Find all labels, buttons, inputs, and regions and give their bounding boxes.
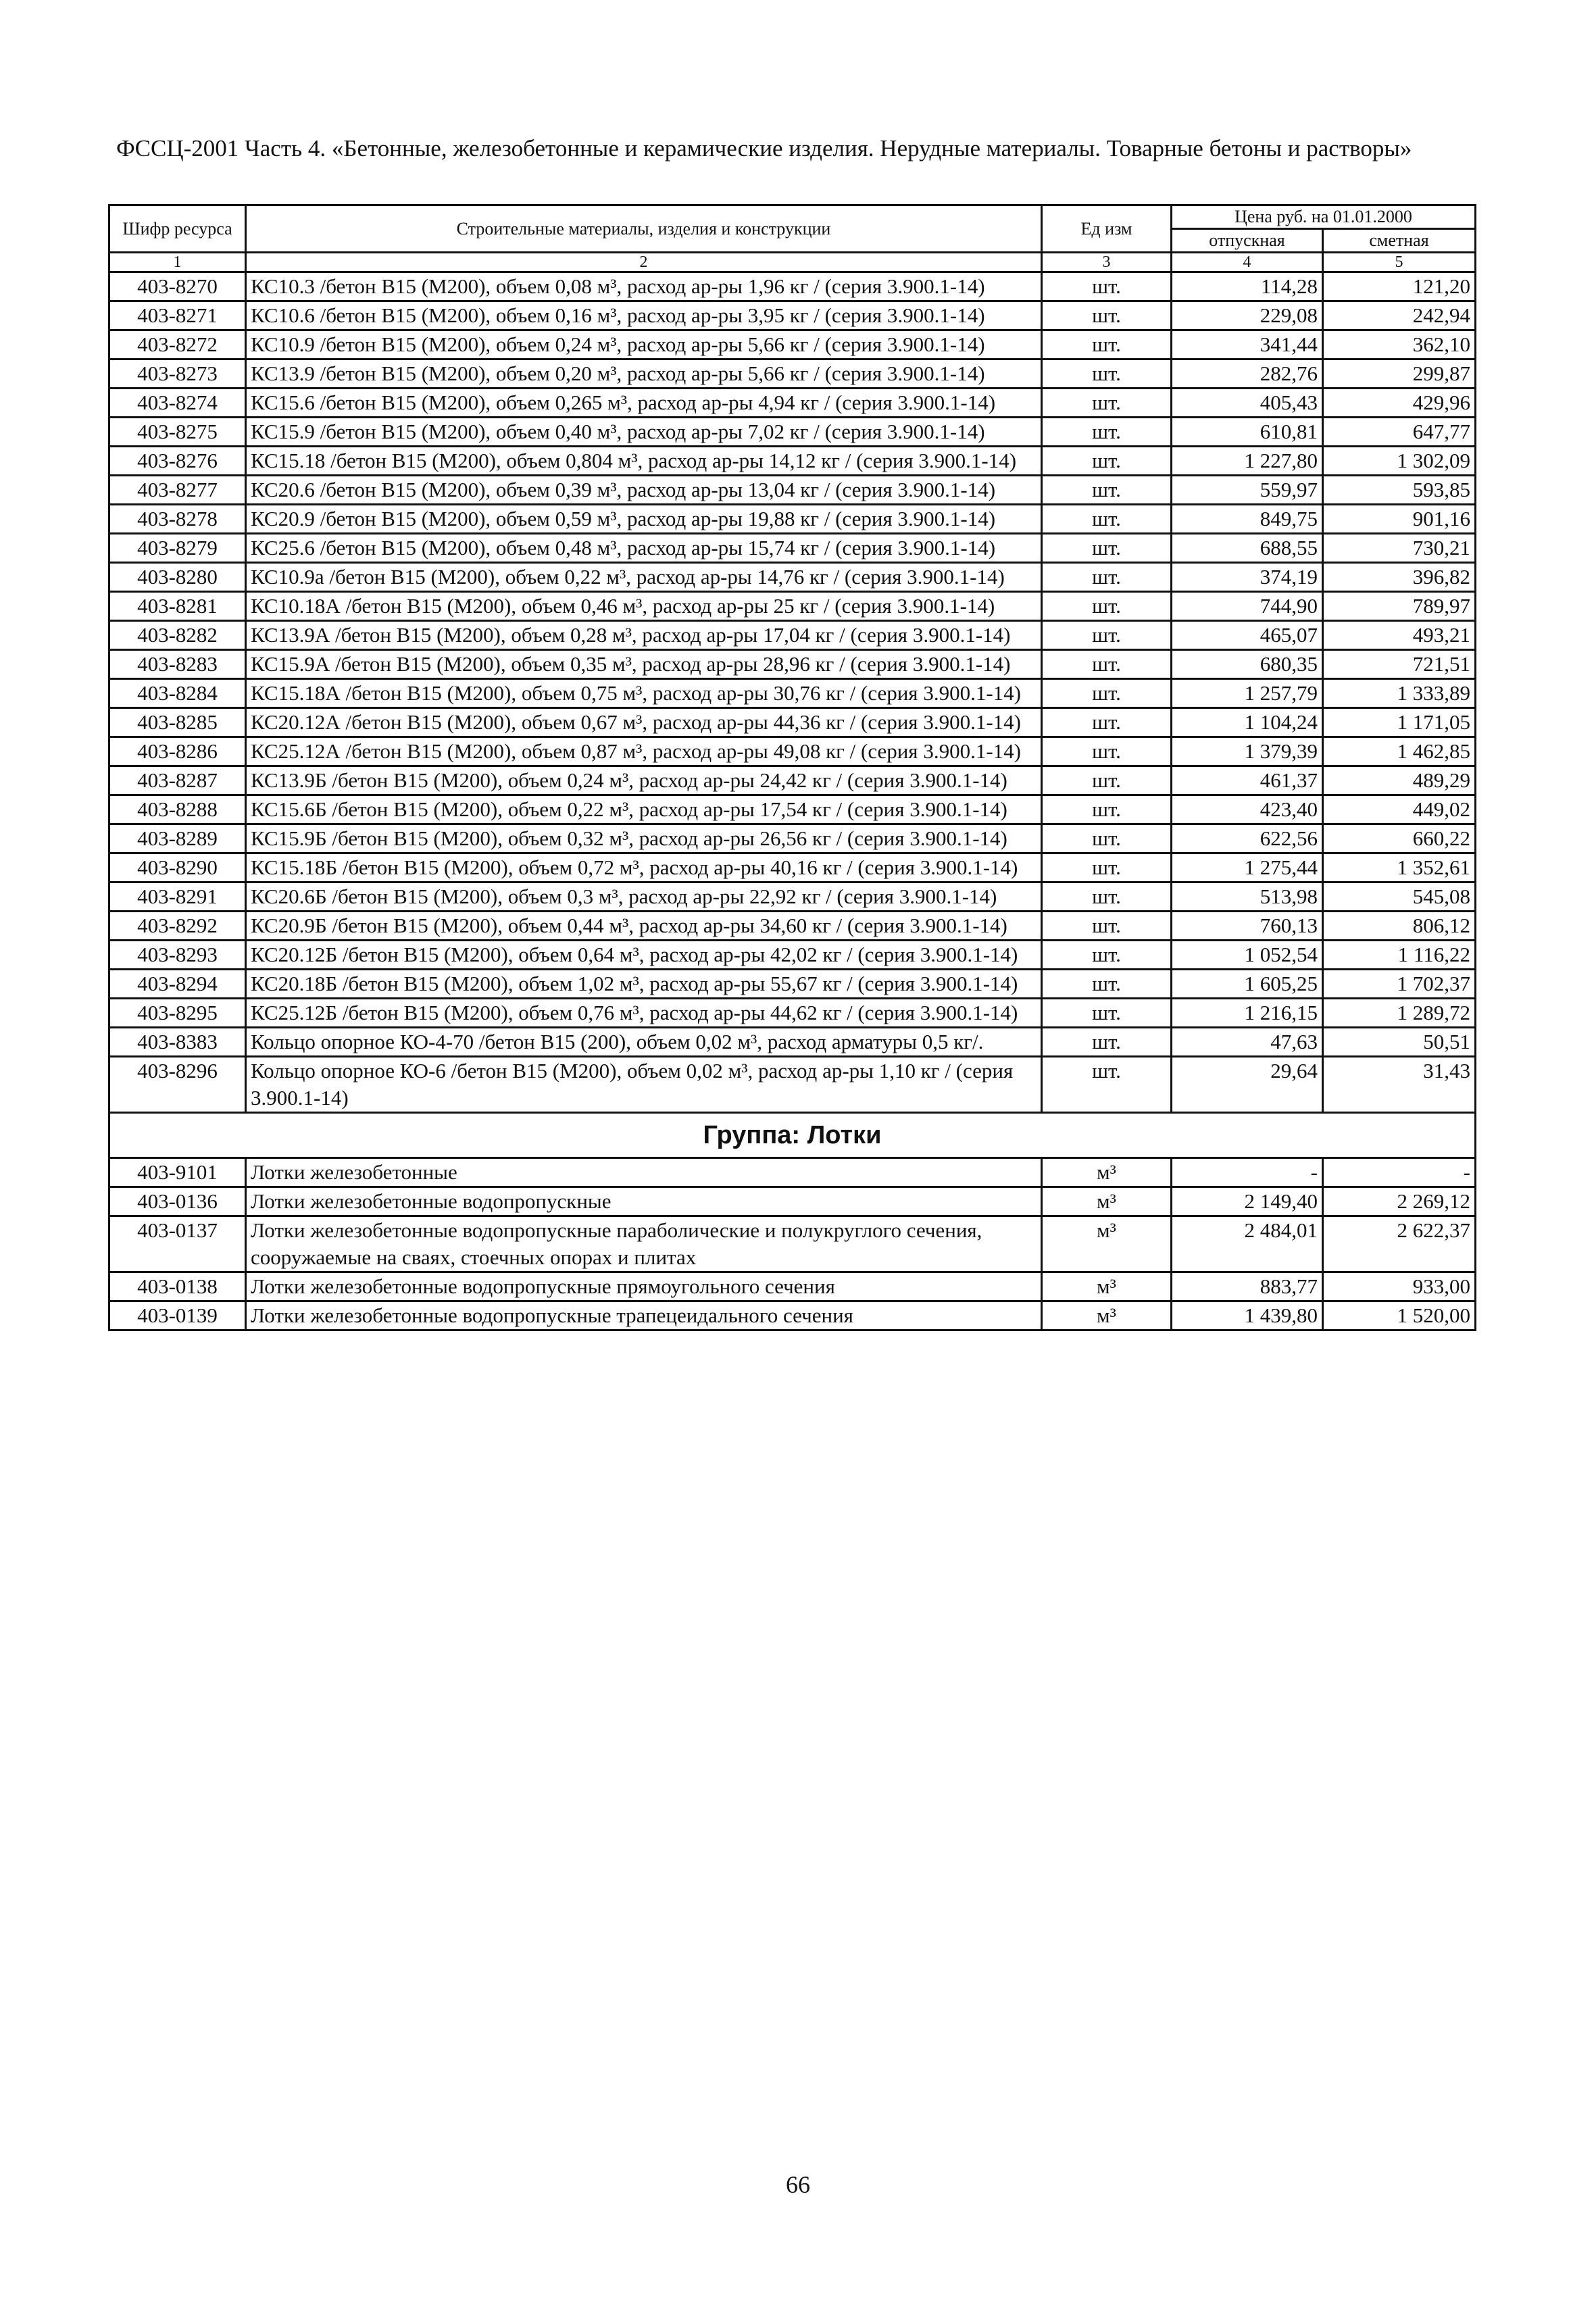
resource-code: 403-8281 bbox=[109, 592, 246, 621]
unit-of-measure: шт. bbox=[1042, 737, 1172, 766]
item-description: КС25.12Б /бетон В15 (М200), объем 0,76 м³, расход ар-ры 44,62 кг / (серия 3.900.1-14) bbox=[246, 999, 1042, 1028]
table-row bbox=[109, 1158, 1476, 1187]
resource-code: 403-8279 bbox=[109, 534, 246, 563]
unit-of-measure: шт. bbox=[1042, 824, 1172, 853]
header-estimate-price: сметная bbox=[1323, 229, 1476, 253]
release-price: 760,13 bbox=[1172, 912, 1323, 941]
resource-code: 403-0138 bbox=[109, 1272, 246, 1301]
resource-code: 403-8295 bbox=[109, 999, 246, 1028]
unit-of-measure: шт. bbox=[1042, 301, 1172, 330]
release-price: 1 216,15 bbox=[1172, 999, 1323, 1028]
resource-code: 403-8291 bbox=[109, 882, 246, 912]
item-description: КС15.9Б /бетон В15 (М200), объем 0,32 м³, расход ар-ры 26,56 кг / (серия 3.900.1-14) bbox=[246, 824, 1042, 853]
column-number: 4 bbox=[1172, 253, 1323, 272]
unit-of-measure: шт. bbox=[1042, 708, 1172, 737]
resource-code: 403-8280 bbox=[109, 563, 246, 592]
item-description: КС10.9 /бетон В15 (М200), объем 0,24 м³, расход ар-ры 5,66 кг / (серия 3.900.1-14) bbox=[246, 330, 1042, 359]
item-description: Кольцо опорное КО-4-70 /бетон В15 (200), объем 0,02 м³, расход арматуры 0,5 кг/. bbox=[246, 1028, 1042, 1057]
unit-of-measure: шт. bbox=[1042, 766, 1172, 795]
unit-of-measure: шт. bbox=[1042, 970, 1172, 999]
estimate-price: 489,29 bbox=[1323, 766, 1476, 795]
resource-code: 403-8282 bbox=[109, 621, 246, 650]
resource-code: 403-8278 bbox=[109, 505, 246, 534]
release-price: 114,28 bbox=[1172, 272, 1323, 301]
unit-of-measure: шт. bbox=[1042, 534, 1172, 563]
release-price: 883,77 bbox=[1172, 1272, 1323, 1301]
resource-code: 403-8274 bbox=[109, 389, 246, 418]
item-description: КС15.9 /бетон В15 (М200), объем 0,40 м³, расход ар-ры 7,02 кг / (серия 3.900.1-14) bbox=[246, 418, 1042, 447]
estimate-price: 121,20 bbox=[1323, 272, 1476, 301]
header-price-group: Цена руб. на 01.01.2000 bbox=[1172, 205, 1476, 229]
item-description: КС15.6Б /бетон В15 (М200), объем 0,22 м³, расход ар-ры 17,54 кг / (серия 3.900.1-14) bbox=[246, 795, 1042, 824]
estimate-price: 545,08 bbox=[1323, 882, 1476, 912]
item-description: Лотки железобетонные bbox=[246, 1158, 1042, 1187]
resource-code: 403-8275 bbox=[109, 418, 246, 447]
resource-code: 403-8287 bbox=[109, 766, 246, 795]
table-row bbox=[109, 301, 1476, 330]
resource-code: 403-8270 bbox=[109, 272, 246, 301]
estimate-price: 660,22 bbox=[1323, 824, 1476, 853]
unit-of-measure: шт. bbox=[1042, 359, 1172, 389]
release-price: 1 052,54 bbox=[1172, 941, 1323, 970]
table-row bbox=[109, 1272, 1476, 1301]
header-unit: Ед изм bbox=[1042, 205, 1172, 253]
resource-code: 403-8286 bbox=[109, 737, 246, 766]
column-number-row bbox=[109, 253, 1476, 272]
estimate-price: 933,00 bbox=[1323, 1272, 1476, 1301]
release-price: 282,76 bbox=[1172, 359, 1323, 389]
unit-of-measure: м³ bbox=[1042, 1301, 1172, 1330]
table-row bbox=[109, 1187, 1476, 1216]
item-description: КС10.18А /бетон В15 (М200), объем 0,46 м³, расход ар-ры 25 кг / (серия 3.900.1-14) bbox=[246, 592, 1042, 621]
release-price: 1 104,24 bbox=[1172, 708, 1323, 737]
unit-of-measure: м³ bbox=[1042, 1158, 1172, 1187]
table-row bbox=[109, 882, 1476, 912]
table-row bbox=[109, 650, 1476, 679]
table-row bbox=[109, 795, 1476, 824]
resource-code: 403-0139 bbox=[109, 1301, 246, 1330]
release-price: 680,35 bbox=[1172, 650, 1323, 679]
estimate-price: 1 333,89 bbox=[1323, 679, 1476, 708]
release-price: 2 484,01 bbox=[1172, 1216, 1323, 1272]
release-price: 559,97 bbox=[1172, 476, 1323, 505]
item-description: КС13.9 /бетон В15 (М200), объем 0,20 м³, расход ар-ры 5,66 кг / (серия 3.900.1-14) bbox=[246, 359, 1042, 389]
column-number: 2 bbox=[246, 253, 1042, 272]
table-row bbox=[109, 999, 1476, 1028]
release-price: 1 605,25 bbox=[1172, 970, 1323, 999]
release-price: 47,63 bbox=[1172, 1028, 1323, 1057]
unit-of-measure: шт. bbox=[1042, 912, 1172, 941]
estimate-price: 1 702,37 bbox=[1323, 970, 1476, 999]
table-row bbox=[109, 708, 1476, 737]
unit-of-measure: шт. bbox=[1042, 650, 1172, 679]
unit-of-measure: шт. bbox=[1042, 505, 1172, 534]
release-price: 341,44 bbox=[1172, 330, 1323, 359]
resource-code: 403-8276 bbox=[109, 447, 246, 476]
item-description: КС15.6 /бетон В15 (М200), объем 0,265 м³, расход ар-ры 4,94 кг / (серия 3.900.1-14) bbox=[246, 389, 1042, 418]
estimate-price: 396,82 bbox=[1323, 563, 1476, 592]
table-row bbox=[109, 912, 1476, 941]
item-description: КС20.9Б /бетон В15 (М200), объем 0,44 м³, расход ар-ры 34,60 кг / (серия 3.900.1-14) bbox=[246, 912, 1042, 941]
header-name: Строительные материалы, изделия и конструкции bbox=[246, 205, 1042, 253]
resource-code: 403-8290 bbox=[109, 853, 246, 882]
item-description: КС15.18Б /бетон В15 (М200), объем 0,72 м³, расход ар-ры 40,16 кг / (серия 3.900.1-14) bbox=[246, 853, 1042, 882]
group-section bbox=[109, 1113, 1476, 1158]
table-row bbox=[109, 1057, 1476, 1113]
item-description: КС25.12А /бетон В15 (М200), объем 0,87 м³, расход ар-ры 49,08 кг / (серия 3.900.1-14) bbox=[246, 737, 1042, 766]
table-row bbox=[109, 737, 1476, 766]
release-price: 1 439,80 bbox=[1172, 1301, 1323, 1330]
unit-of-measure: шт. bbox=[1042, 389, 1172, 418]
release-price: 1 257,79 bbox=[1172, 679, 1323, 708]
page-number: 66 bbox=[786, 2171, 810, 2198]
release-price: 622,56 bbox=[1172, 824, 1323, 853]
table-row bbox=[109, 766, 1476, 795]
unit-of-measure: шт. bbox=[1042, 882, 1172, 912]
table-row bbox=[109, 941, 1476, 970]
unit-of-measure: м³ bbox=[1042, 1187, 1172, 1216]
release-price: 423,40 bbox=[1172, 795, 1323, 824]
resource-code: 403-8285 bbox=[109, 708, 246, 737]
estimate-price: 1 171,05 bbox=[1323, 708, 1476, 737]
item-description: КС20.12Б /бетон В15 (М200), объем 0,64 м³, расход ар-ры 42,02 кг / (серия 3.900.1-14) bbox=[246, 941, 1042, 970]
estimate-price: 31,43 bbox=[1323, 1057, 1476, 1113]
estimate-price: 1 302,09 bbox=[1323, 447, 1476, 476]
resource-code: 403-8296 bbox=[109, 1057, 246, 1113]
unit-of-measure: шт. bbox=[1042, 447, 1172, 476]
estimate-price: 1 462,85 bbox=[1323, 737, 1476, 766]
estimate-price: 2 269,12 bbox=[1323, 1187, 1476, 1216]
unit-of-measure: шт. bbox=[1042, 621, 1172, 650]
item-description: КС13.9Б /бетон В15 (М200), объем 0,24 м³, расход ар-ры 24,42 кг / (серия 3.900.1-14) bbox=[246, 766, 1042, 795]
resource-code: 403-8289 bbox=[109, 824, 246, 853]
header-release-price: отпускная bbox=[1172, 229, 1323, 253]
release-price: 513,98 bbox=[1172, 882, 1323, 912]
release-price: 374,19 bbox=[1172, 563, 1323, 592]
estimate-price: 901,16 bbox=[1323, 505, 1476, 534]
item-description: КС15.9А /бетон В15 (М200), объем 0,35 м³, расход ар-ры 28,96 кг / (серия 3.900.1-14) bbox=[246, 650, 1042, 679]
table-header bbox=[109, 205, 1476, 272]
resource-code: 403-0136 bbox=[109, 1187, 246, 1216]
estimate-price: 362,10 bbox=[1323, 330, 1476, 359]
estimate-price: 789,97 bbox=[1323, 592, 1476, 621]
table-row bbox=[109, 970, 1476, 999]
resource-code: 403-8288 bbox=[109, 795, 246, 824]
unit-of-measure: шт. bbox=[1042, 999, 1172, 1028]
unit-of-measure: шт. bbox=[1042, 476, 1172, 505]
group-body bbox=[109, 1158, 1476, 1330]
table-row bbox=[109, 359, 1476, 389]
column-number: 1 bbox=[109, 253, 246, 272]
resource-code: 403-8271 bbox=[109, 301, 246, 330]
release-price: 1 227,80 bbox=[1172, 447, 1323, 476]
unit-of-measure: м³ bbox=[1042, 1216, 1172, 1272]
group-header-row bbox=[109, 1113, 1476, 1158]
unit-of-measure: шт. bbox=[1042, 592, 1172, 621]
resource-code: 403-8284 bbox=[109, 679, 246, 708]
estimate-price: 806,12 bbox=[1323, 912, 1476, 941]
resource-code: 403-8272 bbox=[109, 330, 246, 359]
table-row bbox=[109, 330, 1476, 359]
unit-of-measure: шт. bbox=[1042, 941, 1172, 970]
estimate-price: 721,51 bbox=[1323, 650, 1476, 679]
release-price: 1 275,44 bbox=[1172, 853, 1323, 882]
unit-of-measure: шт. bbox=[1042, 1028, 1172, 1057]
estimate-price: 730,21 bbox=[1323, 534, 1476, 563]
table-row bbox=[109, 621, 1476, 650]
column-number: 3 bbox=[1042, 253, 1172, 272]
table-row bbox=[109, 447, 1476, 476]
item-description: КС20.6 /бетон В15 (М200), объем 0,39 м³, расход ар-ры 13,04 кг / (серия 3.900.1-14) bbox=[246, 476, 1042, 505]
estimate-price: 242,94 bbox=[1323, 301, 1476, 330]
unit-of-measure: шт. bbox=[1042, 853, 1172, 882]
item-description: КС20.18Б /бетон В15 (М200), объем 1,02 м³, расход ар-ры 55,67 кг / (серия 3.900.1-14) bbox=[246, 970, 1042, 999]
item-description: КС13.9А /бетон В15 (М200), объем 0,28 м³, расход ар-ры 17,04 кг / (серия 3.900.1-14) bbox=[246, 621, 1042, 650]
release-price: 229,08 bbox=[1172, 301, 1323, 330]
item-description: КС20.12А /бетон В15 (М200), объем 0,67 м³, расход ар-ры 44,36 кг / (серия 3.900.1-14) bbox=[246, 708, 1042, 737]
release-price: 2 149,40 bbox=[1172, 1187, 1323, 1216]
estimate-price: 593,85 bbox=[1323, 476, 1476, 505]
estimate-price: 1 289,72 bbox=[1323, 999, 1476, 1028]
unit-of-measure: м³ bbox=[1042, 1272, 1172, 1301]
header-code: Шифр ресурса bbox=[109, 205, 246, 253]
release-price: 744,90 bbox=[1172, 592, 1323, 621]
release-price: 849,75 bbox=[1172, 505, 1323, 534]
unit-of-measure: шт. bbox=[1042, 563, 1172, 592]
table-row bbox=[109, 418, 1476, 447]
table-row bbox=[109, 824, 1476, 853]
item-description: Кольцо опорное КО-6 /бетон В15 (М200), объем 0,02 м³, расход ар-ры 1,10 кг / (серия 3.900.1-14) bbox=[246, 1057, 1042, 1113]
resource-code: 403-8293 bbox=[109, 941, 246, 970]
column-number: 5 bbox=[1323, 253, 1476, 272]
estimate-price: 1 520,00 bbox=[1323, 1301, 1476, 1330]
table-row bbox=[109, 1028, 1476, 1057]
estimate-price: 2 622,37 bbox=[1323, 1216, 1476, 1272]
item-description: Лотки железобетонные водопропускные прямоугольного сечения bbox=[246, 1272, 1042, 1301]
release-price: 405,43 bbox=[1172, 389, 1323, 418]
unit-of-measure: шт. bbox=[1042, 795, 1172, 824]
estimate-price: 1 352,61 bbox=[1323, 853, 1476, 882]
release-price: - bbox=[1172, 1158, 1323, 1187]
resource-code: 403-0137 bbox=[109, 1216, 246, 1272]
item-description: КС15.18А /бетон В15 (М200), объем 0,75 м³, расход ар-ры 30,76 кг / (серия 3.900.1-14) bbox=[246, 679, 1042, 708]
table-row bbox=[109, 679, 1476, 708]
resource-code: 403-8277 bbox=[109, 476, 246, 505]
item-description: Лотки железобетонные водопропускные параболические и полукруглого сечения, сооружаемые на сваях, стоечных опорах и плитах bbox=[246, 1216, 1042, 1272]
item-description: КС20.6Б /бетон В15 (М200), объем 0,3 м³, расход ар-ры 22,92 кг / (серия 3.900.1-14) bbox=[246, 882, 1042, 912]
document-title: ФССЦ-2001 Часть 4. «Бетонные, железобетонные и керамические изделия. Нерудные материалы. Товарные бетоны и растворы» bbox=[116, 135, 1412, 161]
estimate-price: 50,51 bbox=[1323, 1028, 1476, 1057]
release-price: 688,55 bbox=[1172, 534, 1323, 563]
resource-code: 403-9101 bbox=[109, 1158, 246, 1187]
estimate-price: 647,77 bbox=[1323, 418, 1476, 447]
resource-code: 403-8383 bbox=[109, 1028, 246, 1057]
estimate-price: 429,96 bbox=[1323, 389, 1476, 418]
table-body bbox=[109, 272, 1476, 1113]
item-description: Лотки железобетонные водопропускные bbox=[246, 1187, 1042, 1216]
item-description: Лотки железобетонные водопропускные трапецеидального сечения bbox=[246, 1301, 1042, 1330]
item-description: КС20.9 /бетон В15 (М200), объем 0,59 м³, расход ар-ры 19,88 кг / (серия 3.900.1-14) bbox=[246, 505, 1042, 534]
item-description: КС10.3 /бетон В15 (М200), объем 0,08 м³, расход ар-ры 1,96 кг / (серия 3.900.1-14) bbox=[246, 272, 1042, 301]
table-row bbox=[109, 534, 1476, 563]
estimate-price: 449,02 bbox=[1323, 795, 1476, 824]
group-title: Группа: Лотки bbox=[109, 1113, 1476, 1158]
release-price: 1 379,39 bbox=[1172, 737, 1323, 766]
estimate-price: 299,87 bbox=[1323, 359, 1476, 389]
release-price: 29,64 bbox=[1172, 1057, 1323, 1113]
release-price: 465,07 bbox=[1172, 621, 1323, 650]
estimate-price: 493,21 bbox=[1323, 621, 1476, 650]
release-price: 610,81 bbox=[1172, 418, 1323, 447]
unit-of-measure: шт. bbox=[1042, 1057, 1172, 1113]
item-description: КС15.18 /бетон В15 (М200), объем 0,804 м³, расход ар-ры 14,12 кг / (серия 3.900.1-14) bbox=[246, 447, 1042, 476]
resource-code: 403-8292 bbox=[109, 912, 246, 941]
unit-of-measure: шт. bbox=[1042, 679, 1172, 708]
release-price: 461,37 bbox=[1172, 766, 1323, 795]
resource-code: 403-8294 bbox=[109, 970, 246, 999]
table-row bbox=[109, 272, 1476, 301]
item-description: КС10.9а /бетон В15 (М200), объем 0,22 м³, расход ар-ры 14,76 кг / (серия 3.900.1-14) bbox=[246, 563, 1042, 592]
item-description: КС25.6 /бетон В15 (М200), объем 0,48 м³, расход ар-ры 15,74 кг / (серия 3.900.1-14) bbox=[246, 534, 1042, 563]
unit-of-measure: шт. bbox=[1042, 418, 1172, 447]
table-row bbox=[109, 505, 1476, 534]
item-description: КС10.6 /бетон В15 (М200), объем 0,16 м³, расход ар-ры 3,95 кг / (серия 3.900.1-14) bbox=[246, 301, 1042, 330]
resource-code: 403-8273 bbox=[109, 359, 246, 389]
table-row bbox=[109, 1216, 1476, 1272]
estimate-price: - bbox=[1323, 1158, 1476, 1187]
table-row bbox=[109, 853, 1476, 882]
table-row bbox=[109, 592, 1476, 621]
table-row bbox=[109, 563, 1476, 592]
resource-code: 403-8283 bbox=[109, 650, 246, 679]
table-row bbox=[109, 389, 1476, 418]
estimate-price: 1 116,22 bbox=[1323, 941, 1476, 970]
unit-of-measure: шт. bbox=[1042, 272, 1172, 301]
table-row bbox=[109, 1301, 1476, 1330]
price-table bbox=[108, 204, 1476, 1331]
table-row bbox=[109, 476, 1476, 505]
unit-of-measure: шт. bbox=[1042, 330, 1172, 359]
